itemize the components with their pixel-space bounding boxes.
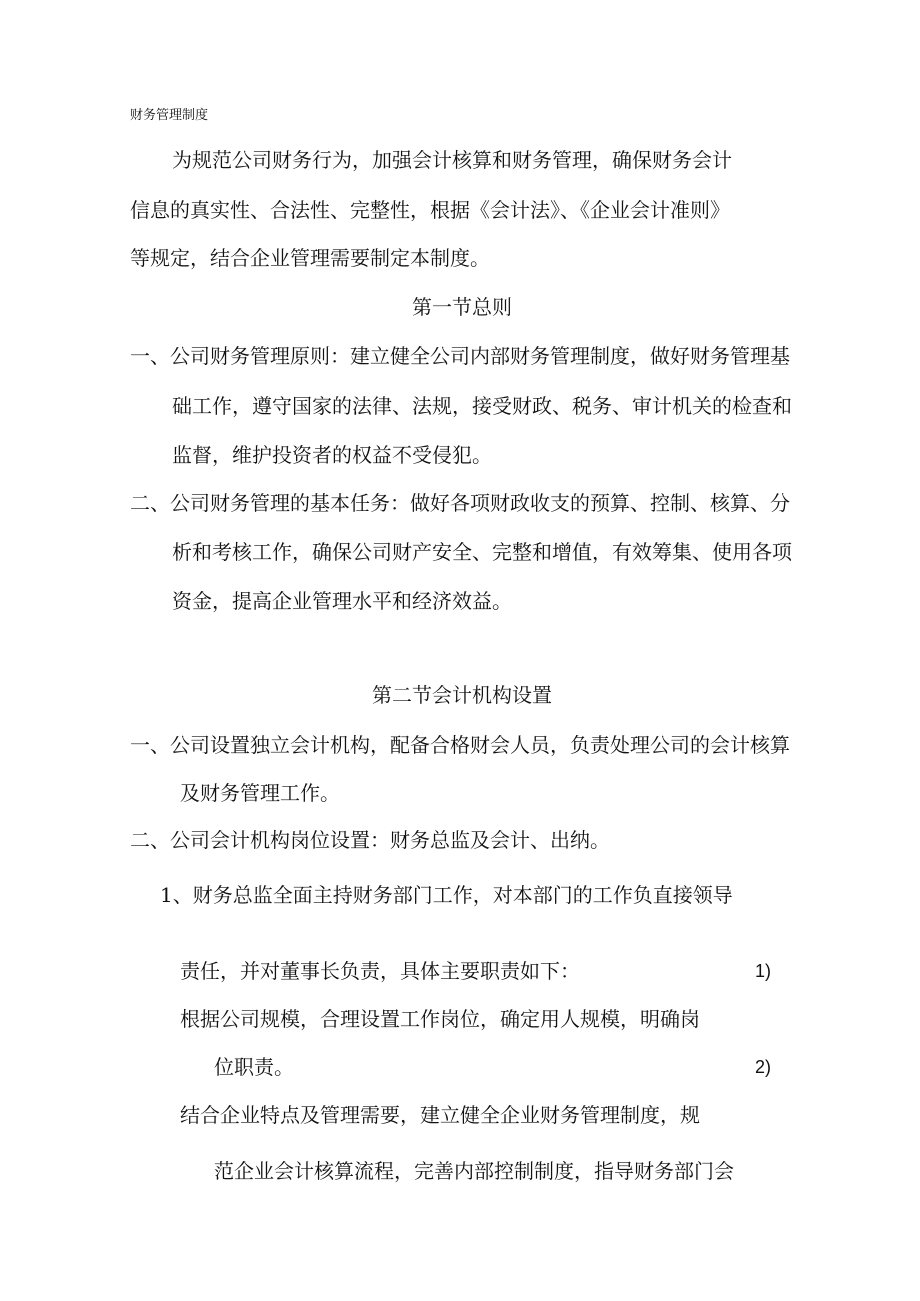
section-1-item-1-line-3: 监督，维护投资者的权益不受侵犯。 [172,443,492,467]
section-2-item-2: 二、公司会计机构岗位设置：财务总监及会计、出纳。 [130,828,610,852]
section-1-item-1-line-2: 础工作，遵守国家的法律、法规，接受财政、税务、审计机关的检查和 [172,394,792,418]
section-2-item-1-line-1: 一、公司设置独立会计机构，配备合格财会人员，负责处理公司的会计核算 [130,733,790,757]
section-1-title: 第一节总则 [412,295,512,319]
intro-line-3: 等规定，结合企业管理需要制定本制度。 [130,246,490,270]
intro-line-1: 为规范公司财务行为，加强会计核算和财务管理，确保财务会计 [172,148,732,172]
duty-1-line-2: 位职责。 [214,1055,294,1079]
section-1-item-2-line-3: 资金，提高企业管理水平和经济效益。 [172,589,512,613]
document-header: 财务管理制度 [130,108,209,123]
section-2-item-1-line-2: 及财务管理工作。 [180,781,340,805]
section-1-item-2-line-1: 二、公司财务管理的基本任务：做好各项财政收支的预算、控制、核算、分 [130,491,790,515]
duty-1-line-1: 根据公司规模，合理设置工作岗位，确定用人规模，明确岗 [180,1007,700,1031]
duty-2-line-1: 结合企业特点及管理需要，建立健全企业财务管理制度，规 [180,1103,700,1127]
section-1-item-1-line-1: 一、公司财务管理原则：建立健全公司内部财务管理制度，做好财务管理基 [130,344,790,368]
duty-marker-2: 2) [755,1057,772,1077]
section-1-item-2-line-2: 析和考核工作，确保公司财产安全、完整和增值，有效筹集、使用各项 [172,540,792,564]
intro-line-2: 信息的真实性、合法性、完整性，根据《会计法》、《企业会计准则》 [130,198,730,222]
duty-marker-1: 1) [755,961,772,981]
sub-item-1-line-2: 责任，并对董事长负责，具体主要职责如下： [180,959,580,983]
duty-2-line-2: 范企业会计核算流程，完善内部控制制度，指导财务部门会 [214,1159,734,1183]
section-2-title: 第二节会计机构设置 [372,683,552,707]
sub-item-1-lead: 1、财务总监全面主持财务部门工作，对本部门的工作负直接领导 [160,883,733,907]
